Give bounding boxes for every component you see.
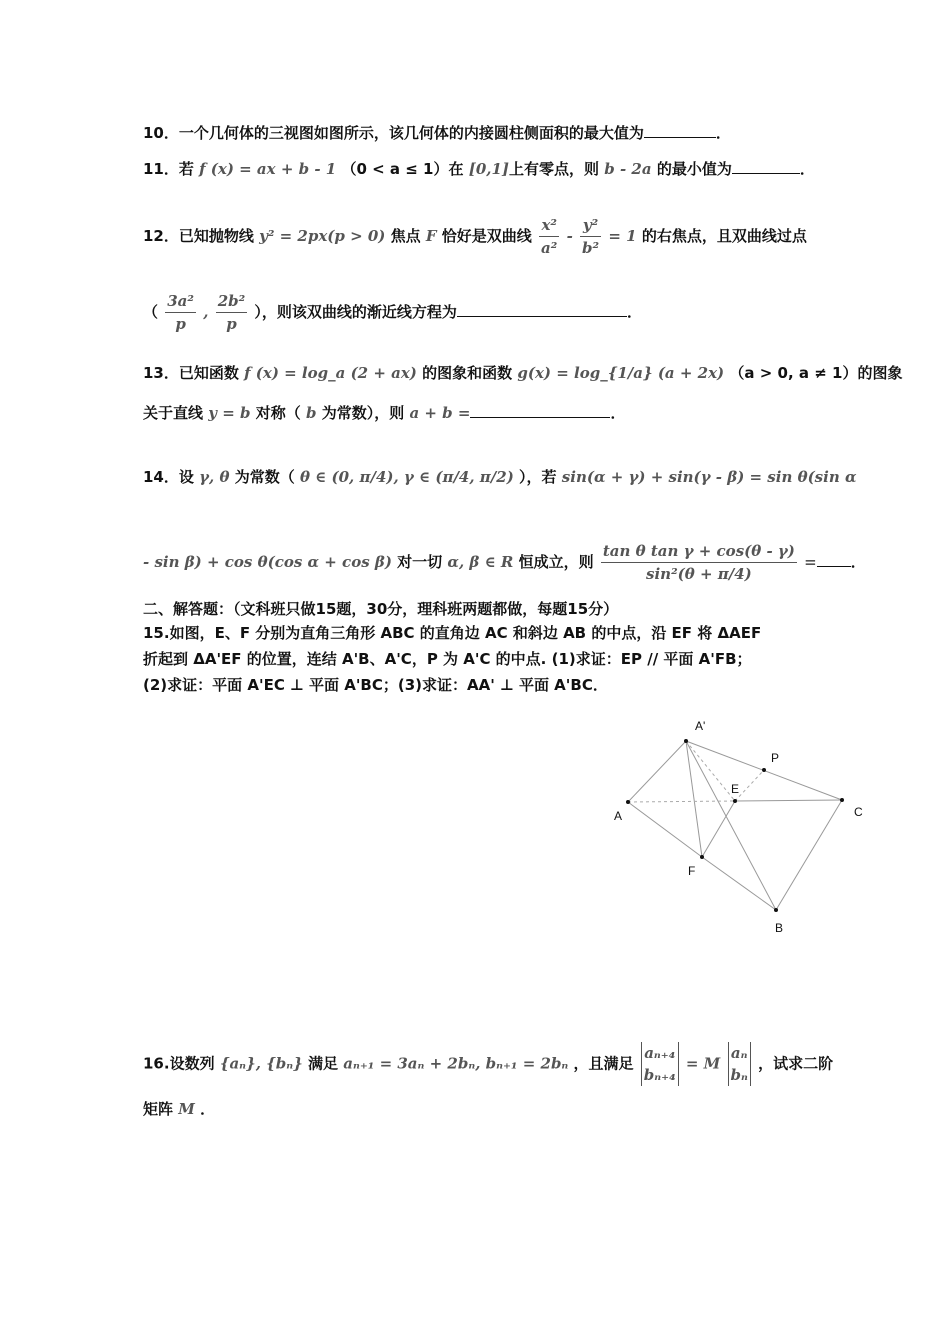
q12-point-x: $\frac{\text{3a²}}{p}$ [167, 292, 194, 333]
q12-eq: = 1 [608, 227, 637, 245]
q16-recurrence: aₙ₊₁ = 3aₙ + 2bₙ, bₙ₊₁ = 2bₙ [343, 1054, 569, 1073]
question-13 [143, 362, 903, 384]
q14-number: 14．设 [143, 468, 194, 486]
q13-number: 13．已知函数 [143, 364, 239, 382]
q13-text1: 的图象和函数 [422, 364, 513, 382]
edge-C-B [776, 800, 842, 910]
q16-text2: ，且满足 [573, 1054, 634, 1073]
q12-focus: F [425, 227, 437, 245]
q11-function: f (x) = ax + b - 1 [199, 160, 337, 178]
q16-vector-right: aₙ bₙ [728, 1042, 751, 1086]
q13-b: b [305, 404, 317, 422]
question-13-line2 [143, 402, 810, 424]
label-F: F [688, 864, 696, 878]
q11-end: ． [799, 160, 815, 178]
edge-F-E [702, 801, 735, 857]
point-E [733, 799, 737, 803]
q13-answer-blank [470, 403, 610, 418]
q14-fraction: $\frac{\text{tan θ tan γ + cos(θ - γ)}}{\text{sin²(θ + π/4)}}$ [602, 542, 795, 583]
q16-text3: ，试求二阶 [758, 1054, 834, 1073]
q13-text2: 关于直线 [143, 404, 204, 422]
q12-open: （ [143, 303, 159, 321]
q14-vars: γ, θ [199, 468, 230, 486]
q12-frac-y: $\frac{\text{y²}}{\text{b²}}$ [582, 216, 600, 257]
q12-parabola: y² = 2px(p > 0) [259, 227, 386, 245]
question-12-line2 [143, 290, 810, 335]
q11-text: 上有零点，则 [509, 160, 600, 178]
q14-text1: 为常数（ [234, 468, 295, 486]
q16-end: ． [200, 1100, 216, 1118]
q16-eq-M: = M [685, 1054, 721, 1073]
q12-minus: - [566, 227, 573, 245]
q14-expression1: sin(α + γ) + sin(γ - β) = sin θ(sin α [561, 468, 857, 486]
q12-point-y: $\frac{\text{2b²}}{p}$ [217, 292, 246, 333]
point-B [774, 908, 778, 912]
q16-text1: 满足 [308, 1054, 339, 1073]
label-P: P [771, 751, 780, 765]
point-P [762, 768, 766, 772]
q10-answer-blank [644, 123, 716, 138]
q16-line2: 矩阵 [143, 1100, 174, 1118]
point-A [626, 800, 630, 804]
question-11 [143, 158, 815, 180]
q11-number: 11．若 [143, 160, 194, 178]
point-C [840, 798, 844, 802]
question-14-line2 [143, 540, 866, 585]
q16-vector-left: aₙ₊₄ bₙ₊₄ [641, 1042, 679, 1086]
q12-end: ． [626, 303, 642, 321]
q13-text4: 为常数），则 [321, 404, 405, 422]
geometry-figure [600, 712, 880, 942]
q12-answer-blank [457, 302, 627, 317]
question-14 [143, 466, 857, 488]
question-15-line1: 15.如图，E、F 分别为直角三角形 ABC 的直角边 AC 和斜边 AB 的中点，沿 EF 将 ΔAEF [143, 624, 762, 642]
question-16 [143, 1042, 834, 1086]
q10-end: ． [715, 124, 731, 142]
q10-text: 一个几何体的三视图如图所示，该几何体的内接圆柱侧面积的最大值为 [178, 124, 644, 142]
edge-E-C [735, 800, 842, 801]
q13-function-f: f (x) = log_a (2 + ax) [244, 364, 417, 382]
q14-text2: ），若 [519, 468, 557, 486]
q14-expression2: - sin β) + cos θ(cos α + cos β) [143, 553, 392, 571]
section-heading: 二、解答题：（文科班只做15题，30分，理科班两题都做，每题15分） [143, 600, 619, 618]
point-A1 [684, 739, 688, 743]
point-F [700, 855, 704, 859]
q12-text1: 焦点 [390, 227, 421, 245]
question-15-line3: (2)求证：平面 A'EC ⊥ 平面 A'BC；(3)求证：AA' ⊥ 平面 A'BC． [143, 676, 608, 694]
edge-A1-B [686, 741, 776, 910]
dashed-E-P [735, 770, 764, 801]
question-10 [143, 122, 810, 144]
q14-text3: 对一切 [397, 553, 443, 571]
question-12 [143, 214, 810, 259]
edge-F-B [702, 857, 776, 910]
label-A: A [614, 809, 623, 823]
q14-condition: θ ∈ (0, π/4), γ ∈ (π/4, π/2) [299, 468, 514, 486]
label-A1: A' [695, 719, 706, 733]
q11-text2: 的最小值为 [656, 160, 732, 178]
q12-number: 12．已知抛物线 [143, 227, 254, 245]
q12-frac-x: $\frac{\text{x²}}{\text{a²}}$ [541, 216, 558, 257]
q14-vars2: α, β ∈ R [447, 553, 514, 571]
q12-close: ），则该双曲线的渐近线方程为 [254, 303, 457, 321]
q13-line: y = b [208, 404, 251, 422]
q11-interval: [0,1] [468, 160, 510, 178]
q13-end: ． [610, 404, 626, 422]
edge-A-F [628, 802, 702, 857]
q12-text2: 恰好是双曲线 [441, 227, 532, 245]
q13-condition: （a > 0, a ≠ 1）的图象 [729, 364, 903, 382]
question-15-line2: 折起到 ΔA'EF 的位置，连结 A'B、A'C，P 为 A'C 的中点. (1)求证：EP // 平面 A'FB； [143, 650, 752, 668]
q10-number: 10． [143, 124, 179, 142]
q12-text3: 的右焦点，且双曲线过点 [641, 227, 807, 245]
q11-condition: （0 < a ≤ 1）在 [341, 160, 464, 178]
edge-A1-F [686, 741, 702, 857]
q16-matrix: M [178, 1100, 195, 1118]
q13-function-g: g(x) = log_{1/a} (a + 2x) [517, 364, 725, 382]
label-B: B [775, 921, 784, 935]
label-C: C [854, 805, 863, 819]
q14-end: ． [850, 553, 866, 571]
label-E: E [731, 782, 740, 796]
q16-sequences: {aₙ}, {bₙ} [219, 1054, 303, 1073]
q13-text3: 对称（ [255, 404, 301, 422]
edge-A1-A [628, 741, 686, 802]
q11-answer-blank [732, 159, 800, 174]
q16-number: 16.设数列 [143, 1054, 215, 1073]
q14-eq: = [804, 553, 817, 571]
question-16-line2 [143, 1098, 810, 1120]
q14-text4: 恒成立，则 [518, 553, 594, 571]
q11-expression: b - 2a [604, 160, 652, 178]
q12-comma: , [203, 303, 209, 321]
q13-expression: a + b = [409, 404, 471, 422]
q14-answer-blank [817, 552, 851, 567]
